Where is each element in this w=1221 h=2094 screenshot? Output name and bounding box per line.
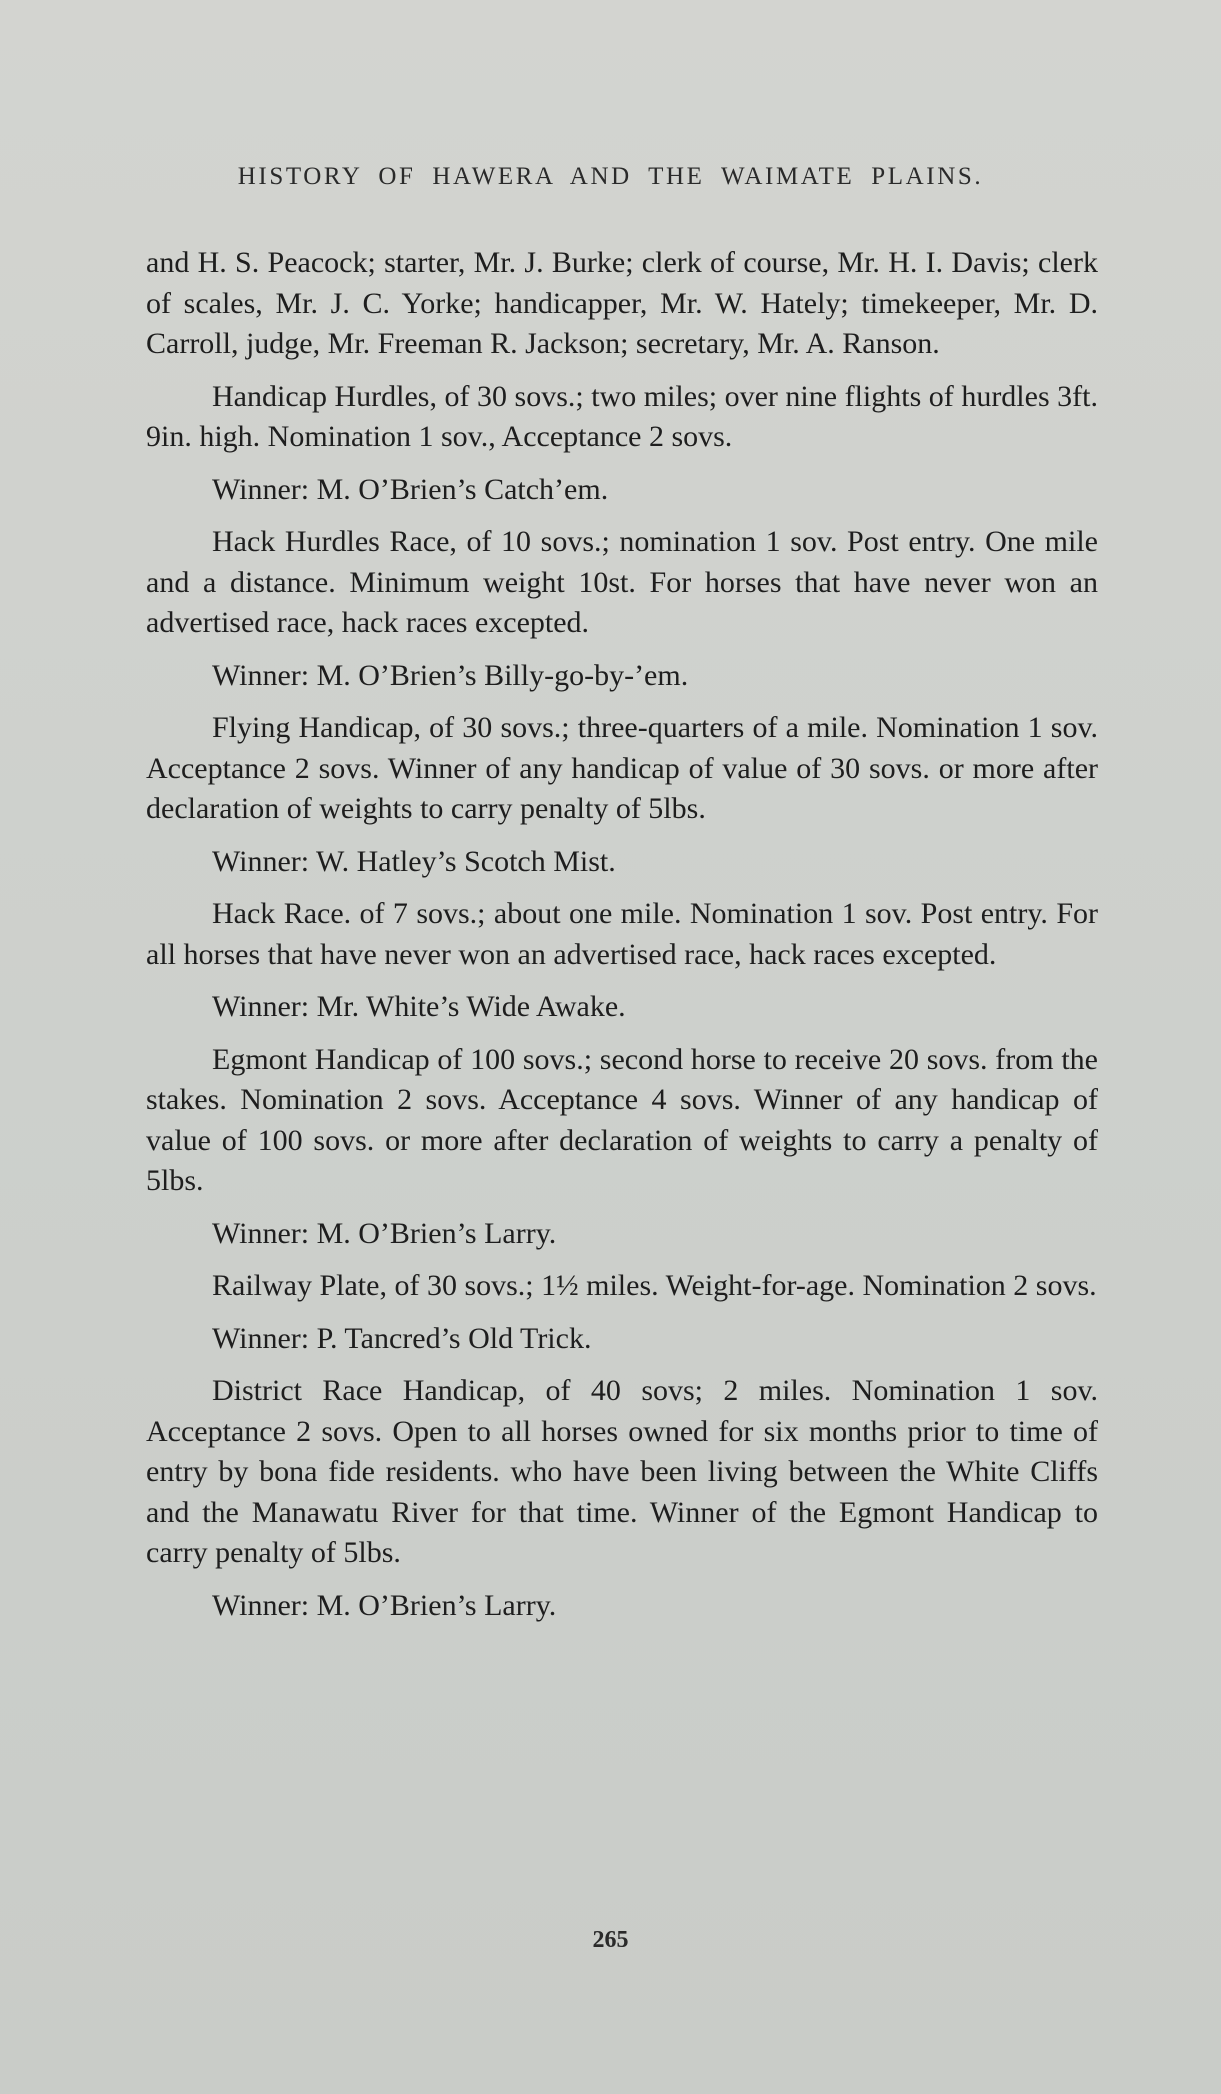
winner-railway-plate: Winner: P. Tancred’s Old Trick. bbox=[212, 1321, 592, 1355]
paragraph-hack-race: Hack Race. of 7 sovs.; about one mile. Nomination 1 sov. Post entry. For all horses that have never won an advertised race, hack races excepted. bbox=[146, 897, 1098, 971]
page-number: 265 bbox=[592, 1927, 629, 1953]
paragraph-railway-plate: Railway Plate, of 30 sovs.; 1½ miles. Weight-for-age. Nomination 2 sovs. bbox=[212, 1269, 1097, 1302]
winner-flying-handicap: Winner: W. Hatley’s Scotch Mist. bbox=[212, 844, 616, 878]
paragraph-flying-handicap: Flying Handicap, of 30 sovs.; three-quarters of a mile. Nomination 1 sov. Acceptance 2 sovs. Winner of any handicap of value of 30 sovs. or more after declaration of weights to carry penalty of 5lbs. bbox=[146, 711, 1098, 825]
body-text bbox=[146, 243, 1098, 1638]
running-title: HISTORY OF HAWERA AND THE WAIMATE PLAINS. bbox=[237, 163, 984, 190]
winner-handicap-hurdles: Winner: M. O’Brien’s Catch’em. bbox=[212, 472, 609, 506]
winner-egmont-handicap: Winner: M. O’Brien’s Larry. bbox=[212, 1216, 557, 1250]
winner-district-race-handicap: Winner: M. O’Brien’s Larry. bbox=[212, 1588, 557, 1622]
winner-hack-hurdles-race: Winner: M. O’Brien’s Billy-go-by-’em. bbox=[212, 658, 689, 692]
paragraph-handicap-hurdles: Handicap Hurdles, of 30 sovs.; two miles; over nine flights of hurdles 3ft. 9in. high. Nomination 1 sov., Acceptance 2 sovs. bbox=[146, 379, 1098, 453]
paragraph-district-race-handicap: District Race Handicap, of 40 sovs; 2 miles. Nomination 1 sov. Acceptance 2 sovs. Open to all horses owned for six months prior to time of entry by bona fide residents. who have been living between the White Cliffs and the Manawatu River for that time. Winner of the Egmont Handicap to carry penalty of 5lbs. bbox=[146, 1374, 1098, 1569]
paragraph-officials: and H. S. Peacock; starter, Mr. J. Burke; clerk of course, Mr. H. I. Davis; clerk of scales, Mr. J. C. Yorke; handicapper, Mr. W. Hately; timekeeper, Mr. D. Carroll, judge, Mr. Freeman R. Jackson; secretary, Mr. A. Ranson. bbox=[146, 246, 1098, 360]
paragraph-hack-hurdles-race: Hack Hurdles Race, of 10 sovs.; nomination 1 sov. Post entry. One mile and a distance. Minimum weight 10st. For horses that have never won an advertised race, hack races excepted. bbox=[146, 525, 1098, 639]
winner-hack-race: Winner: Mr. White’s Wide Awake. bbox=[212, 990, 626, 1023]
paragraph-egmont-handicap: Egmont Handicap of 100 sovs.; second horse to receive 20 sovs. from the stakes. Nomination 2 sovs. Acceptance 4 sovs. Winner of any handicap of value of 100 sovs. or more after declaration of weights to carry a penalty of 5lbs. bbox=[146, 1042, 1098, 1197]
